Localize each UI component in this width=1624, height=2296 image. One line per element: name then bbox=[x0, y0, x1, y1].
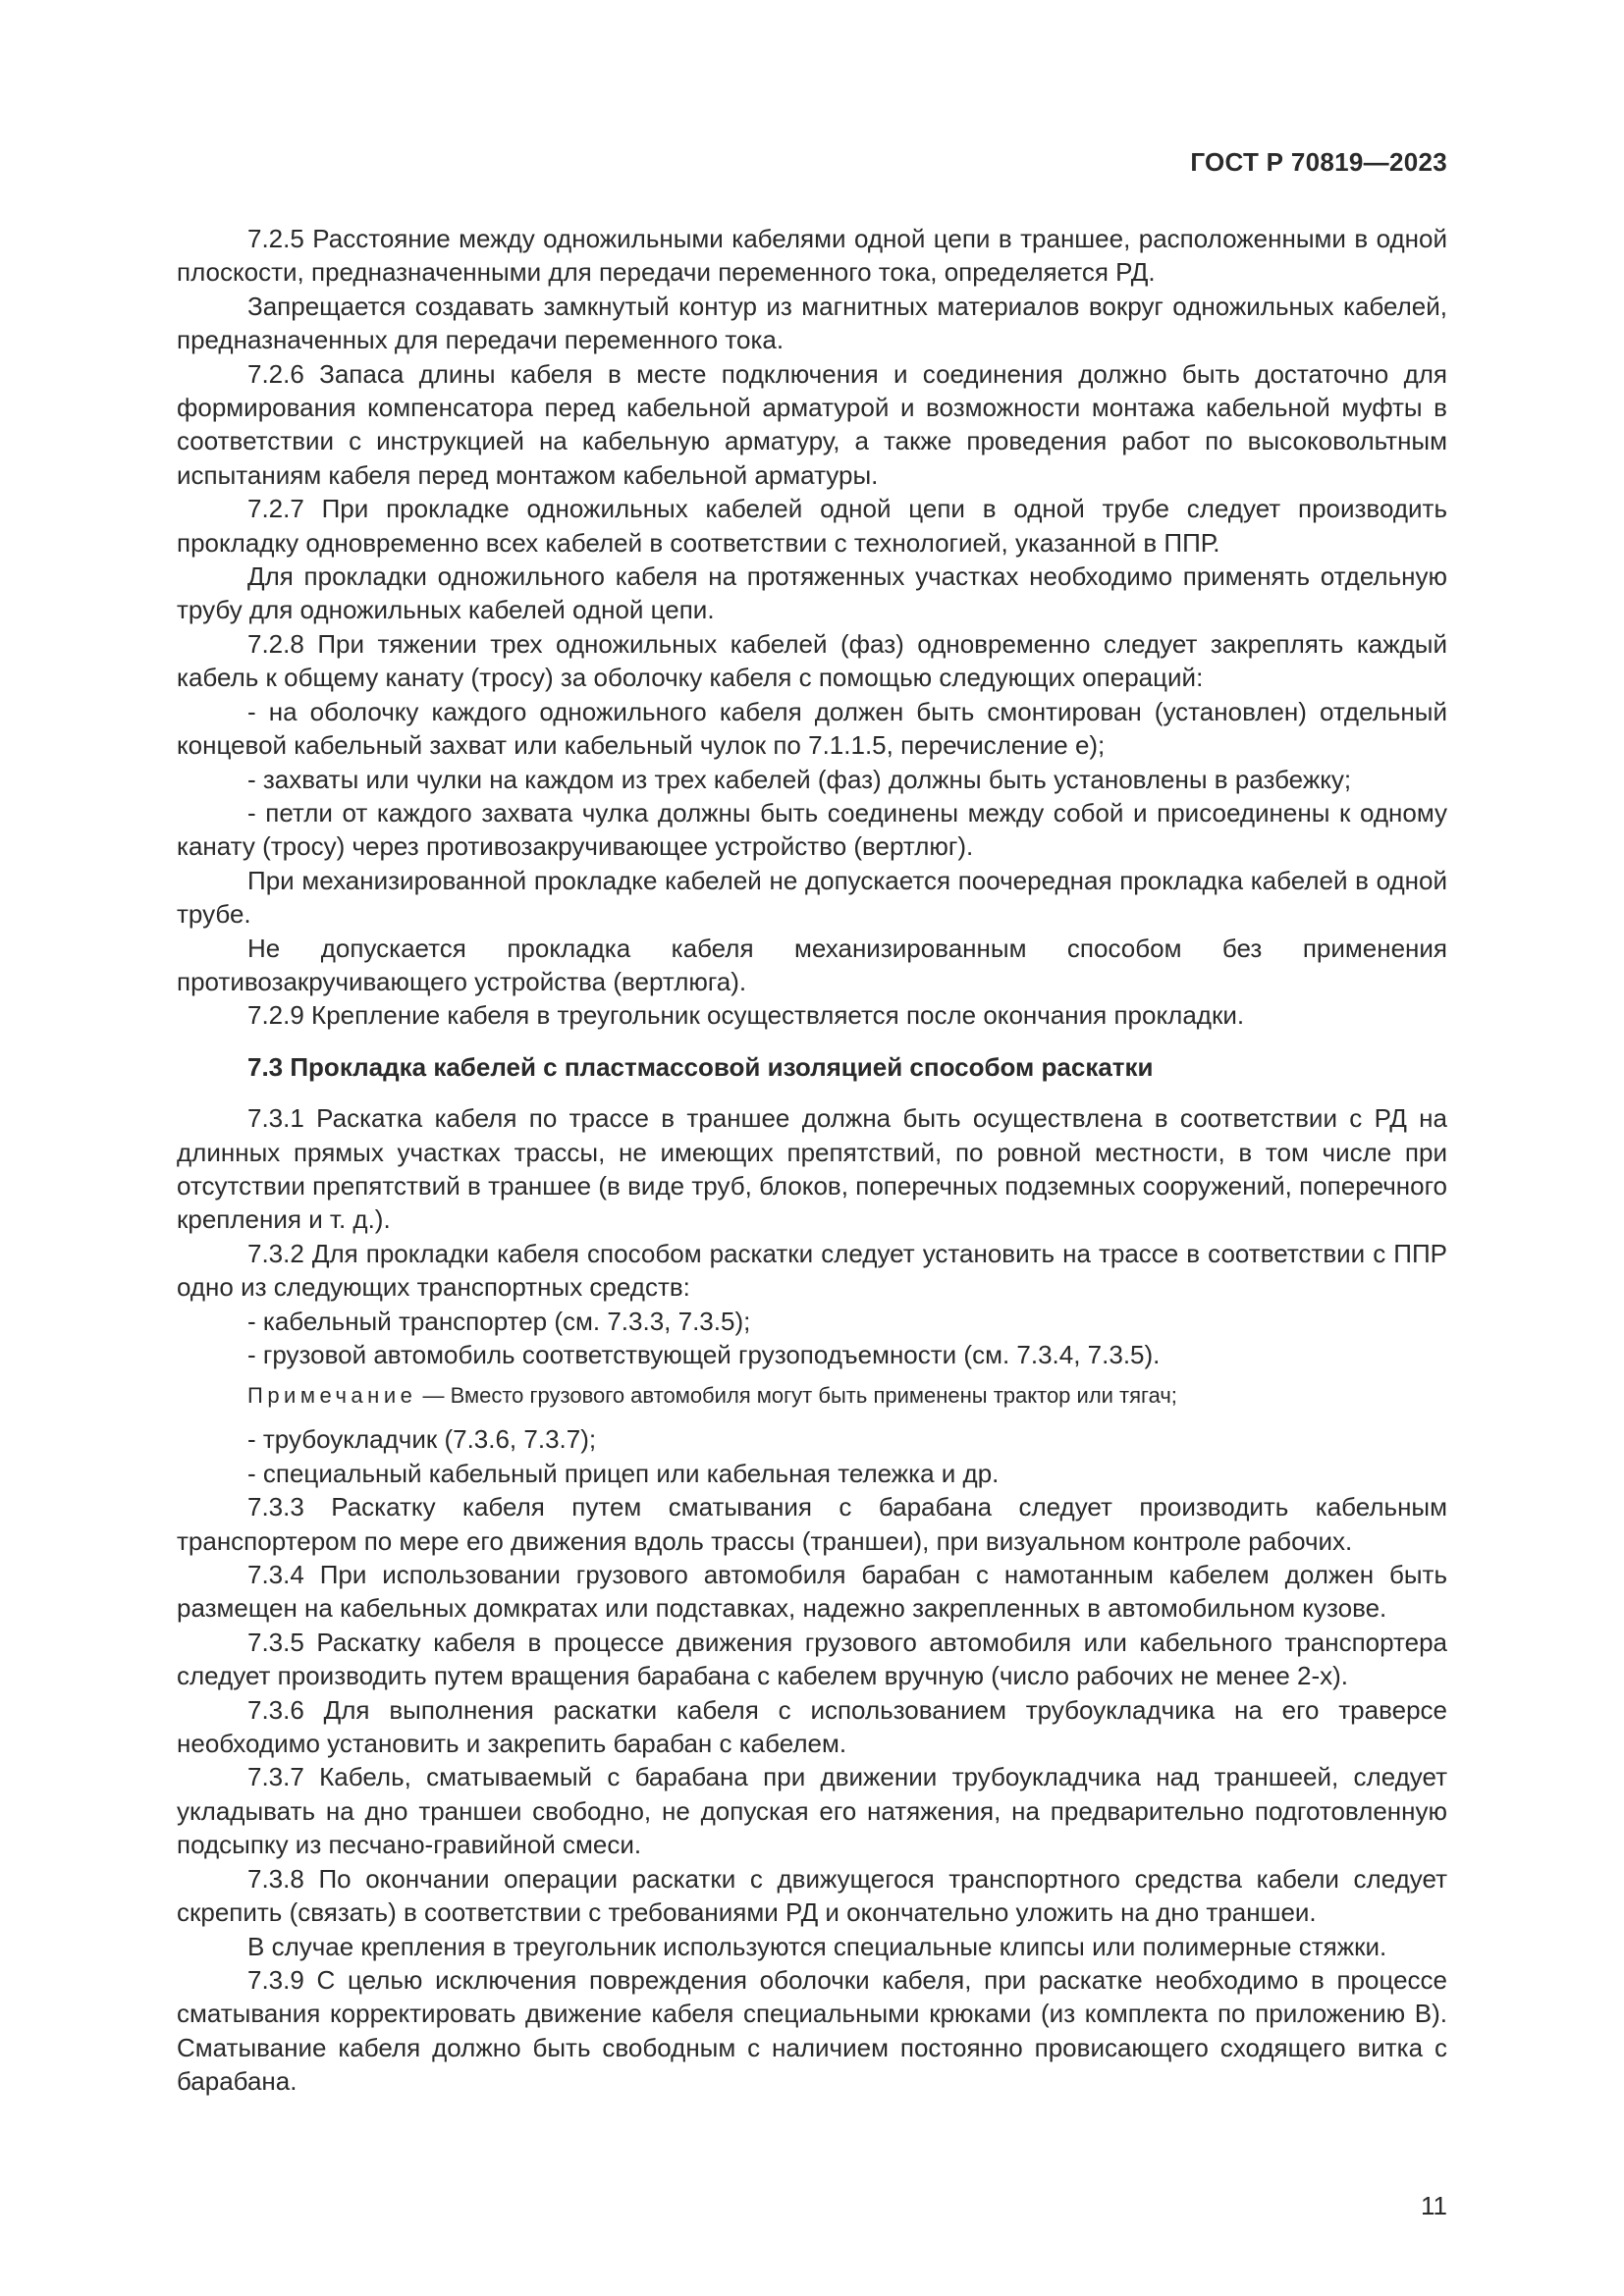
note bbox=[177, 1381, 1447, 1411]
page-number: 11 bbox=[1421, 2191, 1447, 2220]
note-text: — Вместо грузового автомобиля могут быть применены трактор или тягач; bbox=[416, 1383, 1177, 1409]
document-body bbox=[177, 222, 1447, 2099]
paragraph-7-3-2: 7.3.2 Для прокладки кабеля способом раскатки следует установить на трассе в соответствии с ППР одно из следующих транспортных средств: bbox=[177, 1238, 1447, 1303]
paragraph-7-3-4: 7.3.4 При использовании грузового автомобиля барабан с намотанным кабелем должен быть размещен на кабельных домкратах или подставках, надежно закрепленных в автомобильном кузове. bbox=[177, 1560, 1447, 1624]
paragraph-7-2-7: 7.2.7 При прокладке одножильных кабелей одной цепи в одной трубе следует производить прокладку одновременно всех кабелей в соответствии с технологией, указанной в ППР. bbox=[177, 494, 1447, 558]
paragraph-no-laying-without-swivel: Не допускается прокладка кабеля механизированным способом без применения противозакручивающего устройства (вертлюга). bbox=[177, 933, 1447, 996]
paragraph-7-3-3: 7.3.3 Раскатку кабеля путем сматывания с барабана следует производить кабельным транспортером по мере его движения вдоль трассы (траншеи), при визуальном контроле рабочих. bbox=[177, 1492, 1447, 1556]
document-code: ГОСТ Р 70819—2023 bbox=[1190, 147, 1447, 177]
list-item-cable-transporter: - кабельный транспортер (см. 7.3.3, 7.3.5); bbox=[247, 1306, 751, 1336]
paragraph-7-3-5: 7.3.5 Раскатку кабеля в процессе движения грузового автомобиля или кабельного транспортера следует производить путем вращения барабана с кабелем вручную (число рабочих не менее 2-х). bbox=[177, 1627, 1447, 1691]
paragraph-7-3-6: 7.3.6 Для выполнения раскатки кабеля с использованием трубоукладчика на его траверсе необходимо установить и закрепить барабан с кабелем. bbox=[177, 1694, 1447, 1759]
paragraph-prohibition-magnetic: Запрещается создавать замкнутый контур из магнитных материалов вокруг одножильных кабелей, предназначенных для передачи переменного тока. bbox=[177, 291, 1447, 355]
list-item-pipelayer: - трубоукладчик (7.3.6, 7.3.7); bbox=[247, 1424, 597, 1455]
section-title-7-3: 7.3 Прокладка кабелей с пластмассовой изоляцией способом раскатки bbox=[247, 1051, 1154, 1082]
paragraph-7-2-5: 7.2.5 Расстояние между одножильными кабелями одной цепи в траншее, расположенными в одной плоскости, предназначенными для передачи переменного тока, определяется РД. bbox=[177, 224, 1447, 288]
paragraph-no-sequential-laying: При механизированной прокладке кабелей не допускается поочередная прокладка кабелей в одной трубе. bbox=[177, 865, 1447, 930]
paragraph-7-3-1: 7.3.1 Раскатка кабеля по трассе в траншее должна быть осуществлена в соответствии с РД на длинных прямых участках трассы, не имеющих препятствий, по ровной местности, в том числе при отсутствии препятствий в траншее (в виде труб, блоков, поперечных подземных сооружений, поперечного крепления и т. д.). bbox=[177, 1103, 1447, 1235]
paragraph-7-2-8: 7.2.8 При тяжении трех одножильных кабелей (фаз) одновременно следует закреплять каждый кабель к общему канату (тросу) за оболочку кабеля с помощью следующих операций: bbox=[177, 628, 1447, 693]
paragraph-7-3-7: 7.3.7 Кабель, сматываемый с барабана при движении трубоукладчика над траншеей, следует укладывать на дно траншеи свободно, не допуская его натяжения, на предварительно подготовленную подсыпку из песчано-гравийной смеси. bbox=[177, 1762, 1447, 1860]
paragraph-7-2-6: 7.2.6 Запаса длины кабеля в месте подключения и соединения должно быть достаточно для формирования компенсатора перед кабельной арматурой и возможности монтажа кабельной муфты в соответствии с инструкцией на кабельную арматуру, а также проведения работ по высоковольтным испытаниям кабеля перед монтажом кабельной арматуры. bbox=[177, 358, 1447, 490]
paragraph-triangle-clips: В случае крепления в треугольник используются специальные клипсы или полимерные стяжки. bbox=[247, 1931, 1387, 1961]
paragraph-7-3-8: 7.3.8 По окончании операции раскатки с движущегося транспортного средства кабели следует скрепить (связать) в соответствии с требованиями РД и окончательно уложить на дно траншеи. bbox=[177, 1863, 1447, 1928]
list-item-cable-trailer: - специальный кабельный прицеп или кабельная тележка и др. bbox=[247, 1458, 1000, 1488]
list-item-staggered-grips: - захваты или чулки на каждом из трех кабелей (фаз) должны быть установлены в разбежку; bbox=[247, 764, 1352, 794]
note-label: Примечание bbox=[247, 1383, 417, 1409]
paragraph-7-2-9: 7.2.9 Крепление кабеля в треугольник осуществляется после окончания прокладки. bbox=[247, 1000, 1245, 1031]
list-item-swivel-loops: - петли от каждого захвата чулка должны быть соединены между собой и присоединены к одному канату (тросу) через противозакручивающее устройство (вертлюг). bbox=[177, 797, 1447, 862]
list-item-cable-grip: - на оболочку каждого одножильного кабеля должен быть смонтирован (установлен) отдельный концевой кабельный захват или кабельный чулок по 7.1.1.5, перечисление е); bbox=[177, 696, 1447, 761]
paragraph-7-3-9: 7.3.9 С целью исключения повреждения оболочки кабеля, при раскатке необходимо в процессе сматывания корректировать движение кабеля специальными крюками (из комплекта по приложению В). Сматывание кабеля должно быть свободным с наличием постоянно провисающего сходящего витка с барабана. bbox=[177, 1964, 1447, 2097]
paragraph-separate-pipe: Для прокладки одножильного кабеля на протяженных участках необходимо применять отдельную трубу для одножильных кабелей одной цепи. bbox=[177, 561, 1447, 625]
list-item-truck: - грузовой автомобиль соответствующей грузоподъемности (см. 7.3.4, 7.3.5). bbox=[247, 1340, 1161, 1369]
